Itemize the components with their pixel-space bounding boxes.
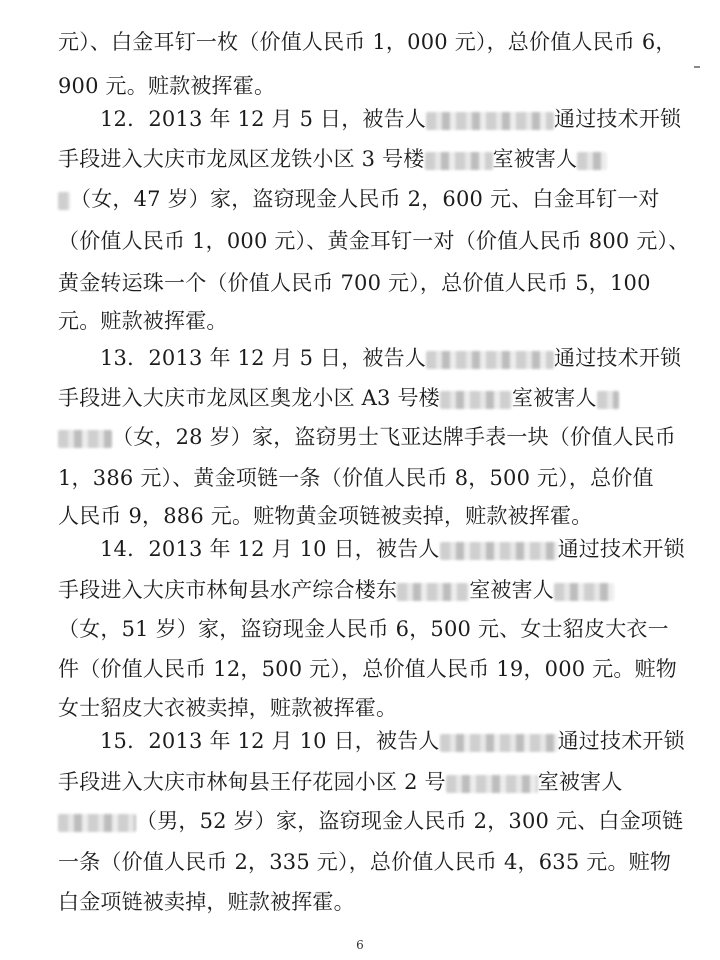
text-segment: 手段进入大庆市林甸县王仔花园小区 2 号 bbox=[58, 770, 446, 794]
text-line: 元）、白金耳钉一枚（价值人民币 1，000 元），总价值人民币 6， bbox=[58, 30, 677, 54]
text-segment: 室被害人 bbox=[537, 770, 623, 794]
redacted-victim-name bbox=[554, 583, 614, 601]
paragraph-13-first-line bbox=[100, 336, 682, 380]
text-line: 元。赃款被挥霍。 bbox=[58, 309, 228, 333]
text-line bbox=[58, 568, 658, 612]
text-line bbox=[58, 760, 658, 804]
text-segment: 手段进入大庆市龙凤区龙铁小区 3 号楼 bbox=[58, 147, 425, 171]
scan-mark bbox=[694, 66, 700, 68]
text-segment: 通过技术开锁 bbox=[554, 107, 682, 131]
text-line bbox=[58, 376, 658, 420]
text-line: 900 元。赃款被挥霍。 bbox=[58, 74, 276, 98]
redacted-victim-name bbox=[58, 192, 70, 210]
redacted-victim-name bbox=[58, 430, 112, 448]
text-line bbox=[58, 137, 658, 181]
text-line bbox=[58, 415, 676, 459]
redacted-room-number bbox=[446, 775, 538, 793]
redacted-defendant-name bbox=[440, 734, 558, 752]
text-segment: （女，28 岁）家，盗窃男士飞亚达牌手表一块（价值人民币 bbox=[112, 425, 676, 449]
text-segment: 手段进入大庆市龙凤区奥龙小区 A3 号楼 bbox=[58, 386, 440, 410]
paragraph-12-first-line bbox=[100, 97, 682, 141]
text-line: 1，386 元）、黄金项链一条（价值人民币 8，500 元），总价值 bbox=[58, 466, 654, 490]
paragraph-14-first-line bbox=[100, 527, 685, 571]
text-line bbox=[58, 799, 684, 843]
text-line: 件（价值人民币 12，500 元），总价值人民币 19，000 元。赃物 bbox=[58, 657, 678, 681]
redacted-defendant-name bbox=[440, 542, 558, 560]
text-line: 一条（价值人民币 2，335 元），总价值人民币 4，635 元。赃物 bbox=[58, 850, 672, 874]
text-segment: 13．2013 年 12 月 5 日，被告人 bbox=[100, 346, 427, 370]
paragraph-15-first-line bbox=[100, 719, 685, 763]
redacted-room-number bbox=[440, 391, 512, 409]
text-segment: 15．2013 年 12 月 10 日，被告人 bbox=[100, 729, 440, 753]
redacted-room-number bbox=[397, 583, 469, 601]
text-line: 白金项链被卖掉，赃款被挥霍。 bbox=[58, 890, 355, 914]
text-line: 黄金转运珠一个（价值人民币 700 元），总价值人民币 5，100 bbox=[58, 271, 651, 295]
text-segment: 通过技术开锁 bbox=[554, 346, 682, 370]
redacted-defendant-name bbox=[426, 351, 554, 369]
text-segment: 室被害人 bbox=[492, 147, 578, 171]
text-segment: （女，47 岁）家，盗窃现金人民币 2，600 元、白金耳钉一对 bbox=[70, 187, 660, 211]
text-segment: （男，52 岁）家，盗窃现金人民币 2，300 元、白金项链 bbox=[136, 809, 684, 833]
redacted-victim-name bbox=[597, 391, 619, 409]
text-segment: 手段进入大庆市林甸县水产综合楼东 bbox=[58, 578, 398, 602]
text-line: （价值人民币 1，000 元）、黄金耳钉一对（价值人民币 800 元）、 bbox=[58, 229, 690, 253]
text-line: 女士貂皮大衣被卖掉，赃款被挥霍。 bbox=[58, 696, 398, 720]
text-line: （女，51 岁）家，盗窃现金人民币 6，500 元、女士貂皮大衣一 bbox=[58, 617, 669, 641]
text-segment: 室被害人 bbox=[511, 386, 597, 410]
redacted-victim-name bbox=[577, 152, 607, 170]
text-segment: 通过技术开锁 bbox=[557, 537, 685, 561]
redacted-room-number bbox=[425, 152, 493, 170]
text-segment: 室被害人 bbox=[469, 578, 555, 602]
redacted-victim-name bbox=[58, 814, 136, 832]
page-number: 6 bbox=[356, 938, 364, 952]
text-segment: 12．2013 年 12 月 5 日，被告人 bbox=[100, 107, 427, 131]
text-line bbox=[58, 177, 658, 221]
redacted-defendant-name bbox=[426, 112, 554, 130]
text-segment: 14．2013 年 12 月 10 日，被告人 bbox=[100, 537, 440, 561]
text-segment: 通过技术开锁 bbox=[557, 729, 685, 753]
text-line: 人民币 9，886 元。赃物黄金项链被卖掉，赃款被挥霍。 bbox=[58, 504, 593, 528]
